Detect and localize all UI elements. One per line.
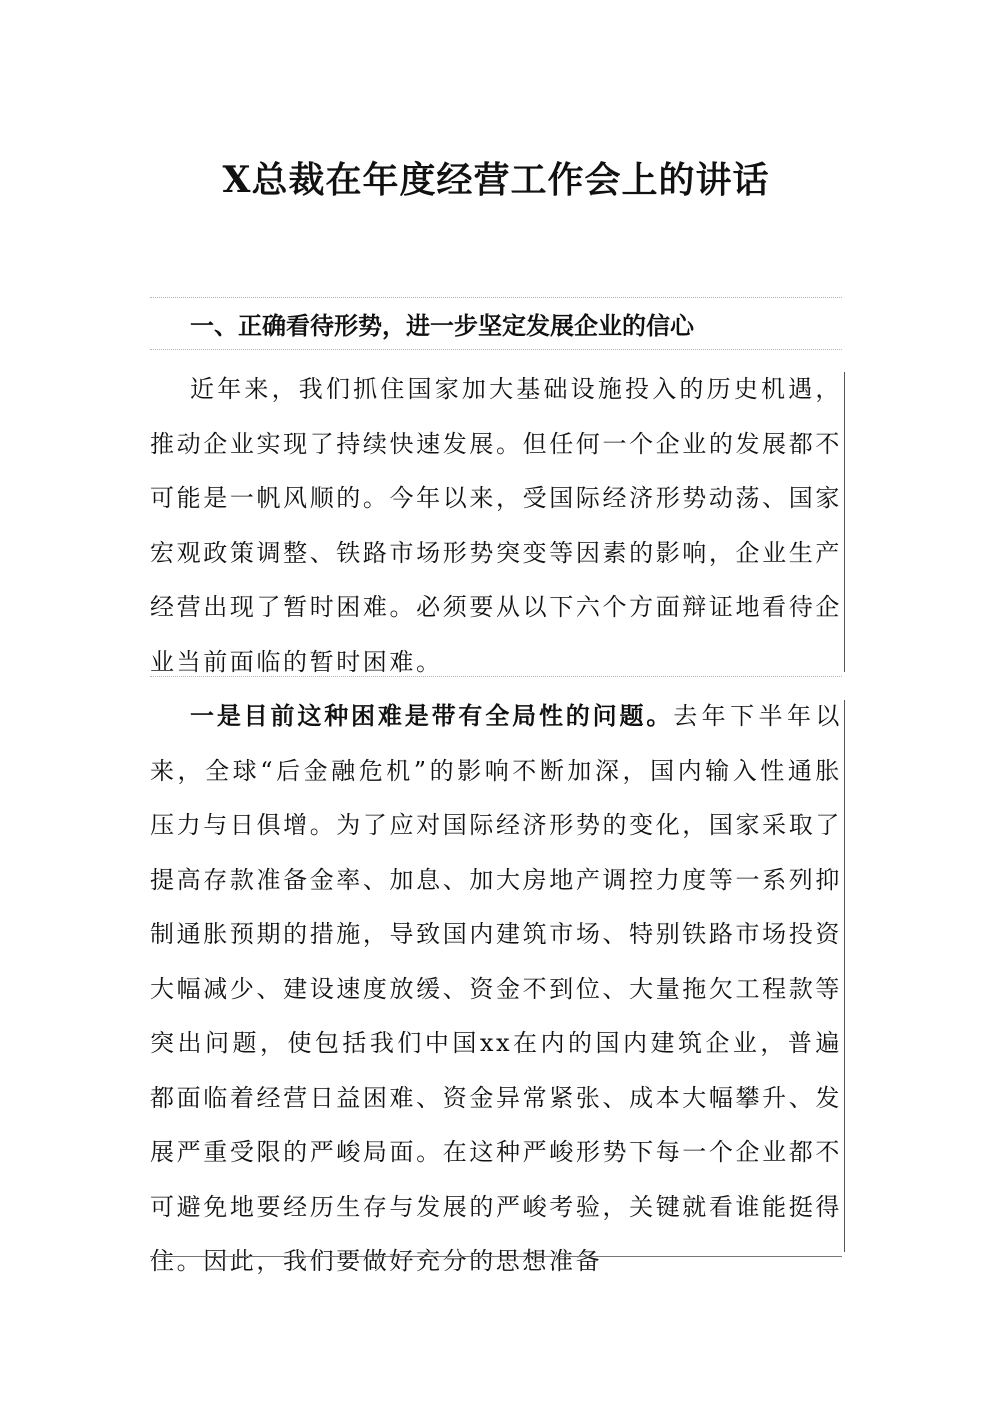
document-title: X总裁在年度经营工作会上的讲话: [222, 159, 770, 201]
section-top-rule: [150, 297, 842, 298]
paragraph-intro: 近年来，我们抓住国家加大基础设施投入的历史机遇，推动企业实现了持续快速发展。但任何一个企业的发展都不可能是一帆风顺的。今年以来，受国际经济形势动荡、国家宏观政策调整、铁路市场形势突变等因素的影响，企业生产经营出现了暂时困难。必须要从以下六个方面辩证地看待企业当前面临的暂时困难。: [150, 375, 842, 676]
right-margin-marker: [844, 372, 845, 672]
page-bottom-rule: [150, 1256, 842, 1257]
right-margin-marker: [844, 700, 845, 1252]
paragraph-lead-sentence: 一是目前这种困难是带有全局性的问题。: [190, 702, 674, 730]
paragraph-body-text: 去年下半年以来，全球“后金融危机”的影响不断加深，国内输入性通胀压力与日俱增。为了应对国际经济形势的变化，国家采取了提高存款准备金率、加息、加大房地产调控力度等一系列抑制通胀预期的措施，导致国内建筑市场、特别铁路市场投资大幅减少、建设速度放缓、资金不到位、大量拖欠工程款等突出问题，使包括我们中国xx在内的国内建筑企业，普遍都面临着经营日益困难、资金异常紧张、成本大幅攀升、发展严重受限的严峻局面。在这种严峻形势下每一个企业都不可避免地要经历生存与发展的严峻考验，关键就看谁能挺得住。因此，我们要做好充分的思想准备: [150, 702, 843, 1275]
section-bottom-rule: [150, 349, 842, 350]
paragraph-point-one: [150, 689, 842, 1289]
section-heading: 一、正确看待形势，进一步坚定发展企业的信心: [190, 312, 694, 340]
paragraph-divider-rule: [150, 676, 842, 677]
